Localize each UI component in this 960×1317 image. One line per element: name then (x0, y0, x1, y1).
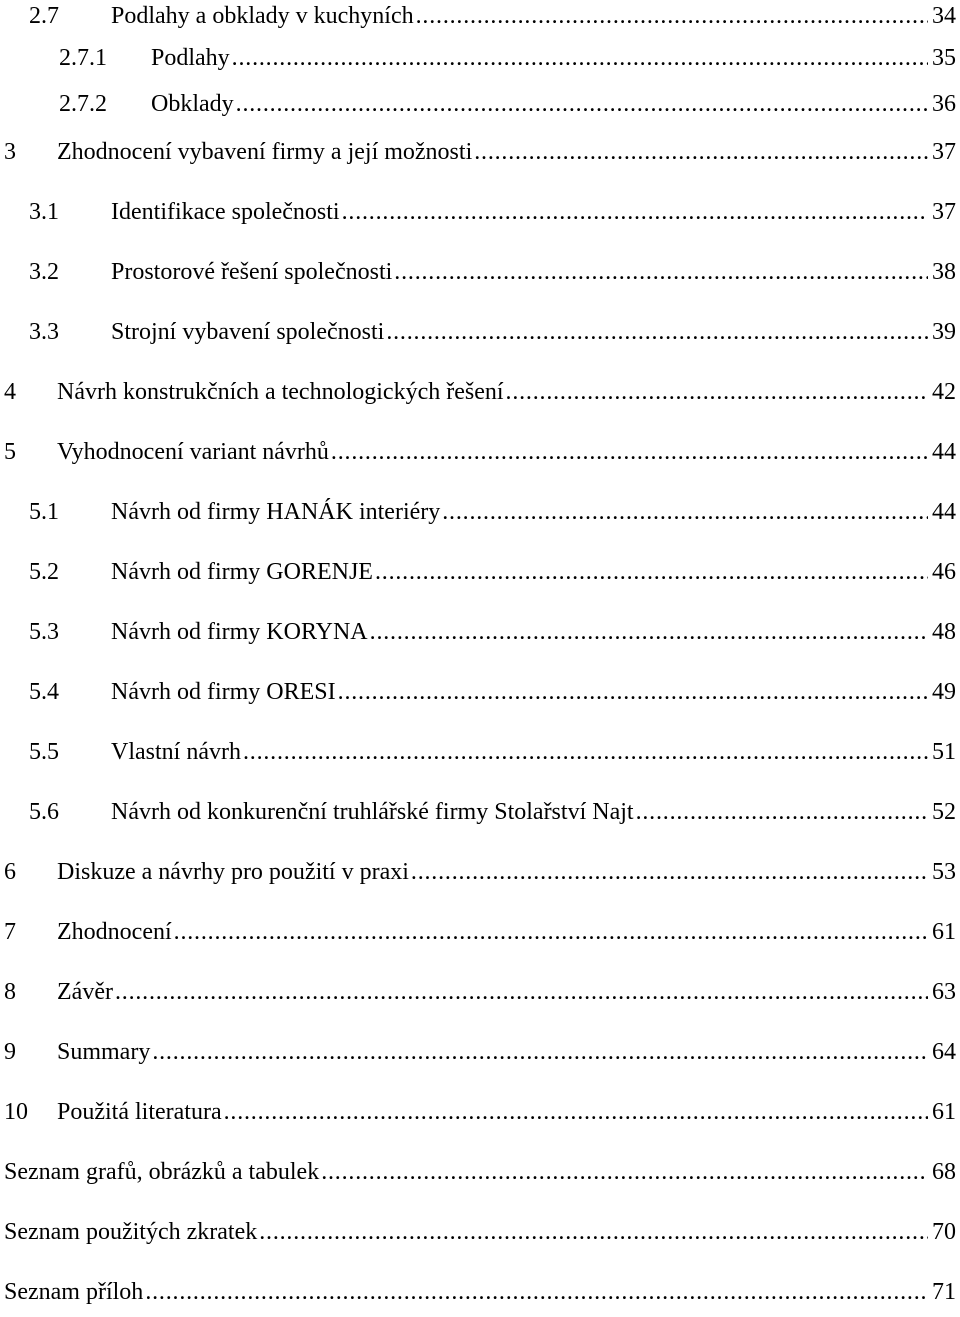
toc-entry[interactable] (0, 196, 956, 228)
toc-entry-title: Strojní vybavení společnosti (111, 319, 385, 345)
dot-leader (152, 1036, 928, 1068)
dot-leader (636, 796, 928, 828)
dot-leader (174, 916, 928, 948)
toc-entry[interactable] (0, 676, 956, 708)
toc-entry[interactable] (0, 256, 956, 288)
dot-leader (236, 88, 928, 120)
toc-entry-page-number: 34 (932, 3, 956, 29)
dot-leader (394, 256, 928, 288)
toc-entry[interactable] (0, 316, 956, 348)
dot-leader (232, 42, 928, 74)
toc-entry-page-number: 44 (932, 439, 956, 465)
toc-entry-number: 5.2 (29, 559, 59, 585)
toc-entry[interactable] (0, 42, 956, 74)
toc-entry-page-number: 36 (932, 91, 956, 117)
dot-leader (370, 616, 928, 648)
toc-entry[interactable] (0, 1096, 956, 1128)
toc-entry-title: Vlastní návrh (111, 739, 241, 765)
toc-entry-number: 5.4 (29, 679, 59, 705)
dot-leader (145, 1276, 928, 1308)
toc-entry-number: 2.7 (29, 3, 59, 29)
toc-entry-title: Návrh od firmy KORYNA (111, 619, 368, 645)
dot-leader (474, 136, 928, 168)
dot-leader (386, 316, 928, 348)
toc-entry-title: Vyhodnocení variant návrhů (57, 439, 329, 465)
dot-leader (416, 0, 928, 32)
toc-entry-title: Návrh od firmy HANÁK interiéry (111, 499, 441, 525)
toc-entry[interactable] (0, 1036, 956, 1068)
dot-leader (342, 196, 928, 228)
toc-entry-title: Diskuze a návrhy pro použití v praxi (57, 859, 409, 885)
toc-entry-title: Zhodnocení (57, 919, 172, 945)
toc-entry-page-number: 39 (932, 319, 956, 345)
toc-entry-page-number: 68 (932, 1159, 956, 1185)
toc-entry-page-number: 49 (932, 679, 956, 705)
toc-entry[interactable] (0, 0, 956, 32)
toc-entry-title: Podlahy a obklady v kuchyních (111, 3, 414, 29)
toc-entry[interactable] (0, 616, 956, 648)
toc-entry-title: Závěr (57, 979, 113, 1005)
toc-entry-title: Summary (57, 1039, 151, 1065)
toc-entry-number: 7 (4, 919, 16, 945)
toc-entry-title: Návrh konstrukčních a technologických řešení (57, 379, 504, 405)
toc-entry[interactable] (0, 736, 956, 768)
toc-entry-title: Prostorové řešení společnosti (111, 259, 393, 285)
toc-entry-number: 3.3 (29, 319, 59, 345)
toc-entry[interactable] (0, 796, 956, 828)
toc-entry[interactable] (0, 496, 956, 528)
toc-entry-title: Seznam grafů, obrázků a tabulek (4, 1159, 320, 1185)
toc-entry-number: 5 (4, 439, 16, 465)
toc-entry-number: 5.5 (29, 739, 59, 765)
dot-leader (331, 436, 928, 468)
toc-entry-title: Podlahy (151, 45, 230, 71)
toc-entry-page-number: 37 (932, 199, 956, 225)
toc-entry-number: 9 (4, 1039, 16, 1065)
toc-entry[interactable] (0, 1276, 956, 1308)
toc-entry-title: Seznam příloh (4, 1279, 144, 1305)
toc-entry-title: Seznam použitých zkratek (4, 1219, 258, 1245)
dot-leader (506, 376, 928, 408)
toc-entry[interactable] (0, 376, 956, 408)
toc-entry-number: 5.6 (29, 799, 59, 825)
toc-entry-number: 3.1 (29, 199, 59, 225)
toc-entry-page-number: 35 (932, 45, 956, 71)
toc-entry[interactable] (0, 88, 956, 120)
toc-entry-page-number: 46 (932, 559, 956, 585)
dot-leader (259, 1216, 928, 1248)
toc-entry-page-number: 44 (932, 499, 956, 525)
toc-entry-page-number: 61 (932, 1099, 956, 1125)
toc-entry-number: 5.3 (29, 619, 59, 645)
toc-entry-page-number: 64 (932, 1039, 956, 1065)
toc-entry-number: 5.1 (29, 499, 59, 525)
toc-entry-number: 2.7.2 (59, 91, 107, 117)
dot-leader (442, 496, 928, 528)
toc-entry-number: 10 (4, 1099, 28, 1125)
toc-entry-page-number: 37 (932, 139, 956, 165)
dot-leader (321, 1156, 928, 1188)
toc-entry-page-number: 61 (932, 919, 956, 945)
toc-entry[interactable] (0, 1156, 956, 1188)
toc-entry[interactable] (0, 556, 956, 588)
toc-entry-title: Návrh od konkurenční truhlářské firmy Stolařství Najt (111, 799, 634, 825)
dot-leader (243, 736, 928, 768)
toc-entry-number: 2.7.1 (59, 45, 107, 71)
dot-leader (411, 856, 928, 888)
toc-entry-page-number: 42 (932, 379, 956, 405)
toc-entry[interactable] (0, 916, 956, 948)
toc-entry-number: 6 (4, 859, 16, 885)
toc-entry[interactable] (0, 136, 956, 168)
toc-entry-page-number: 70 (932, 1219, 956, 1245)
dot-leader (338, 676, 928, 708)
toc-entry-page-number: 38 (932, 259, 956, 285)
toc-entry-title: Návrh od firmy GORENJE (111, 559, 373, 585)
toc-entry-number: 3 (4, 139, 16, 165)
toc-entry-title: Použitá literatura (57, 1099, 222, 1125)
toc-entry-title: Obklady (151, 91, 234, 117)
toc-entry[interactable] (0, 976, 956, 1008)
toc-entry-page-number: 71 (932, 1279, 956, 1305)
toc-entry-title: Zhodnocení vybavení firmy a její možnosti (57, 139, 473, 165)
toc-entry-title: Identifikace společnosti (111, 199, 340, 225)
dot-leader (375, 556, 928, 588)
toc-entry-number: 3.2 (29, 259, 59, 285)
toc-entry-title: Návrh od firmy ORESI (111, 679, 336, 705)
toc-entry[interactable] (0, 436, 956, 468)
dot-leader (115, 976, 928, 1008)
toc-entry-page-number: 52 (932, 799, 956, 825)
toc-entry-number: 8 (4, 979, 16, 1005)
toc-entry-page-number: 51 (932, 739, 956, 765)
toc-entry-number: 4 (4, 379, 16, 405)
toc-entry-page-number: 48 (932, 619, 956, 645)
toc-entry[interactable] (0, 856, 956, 888)
toc-entry-page-number: 63 (932, 979, 956, 1005)
toc-entry-page-number: 53 (932, 859, 956, 885)
dot-leader (224, 1096, 928, 1128)
toc-entry[interactable] (0, 1216, 956, 1248)
